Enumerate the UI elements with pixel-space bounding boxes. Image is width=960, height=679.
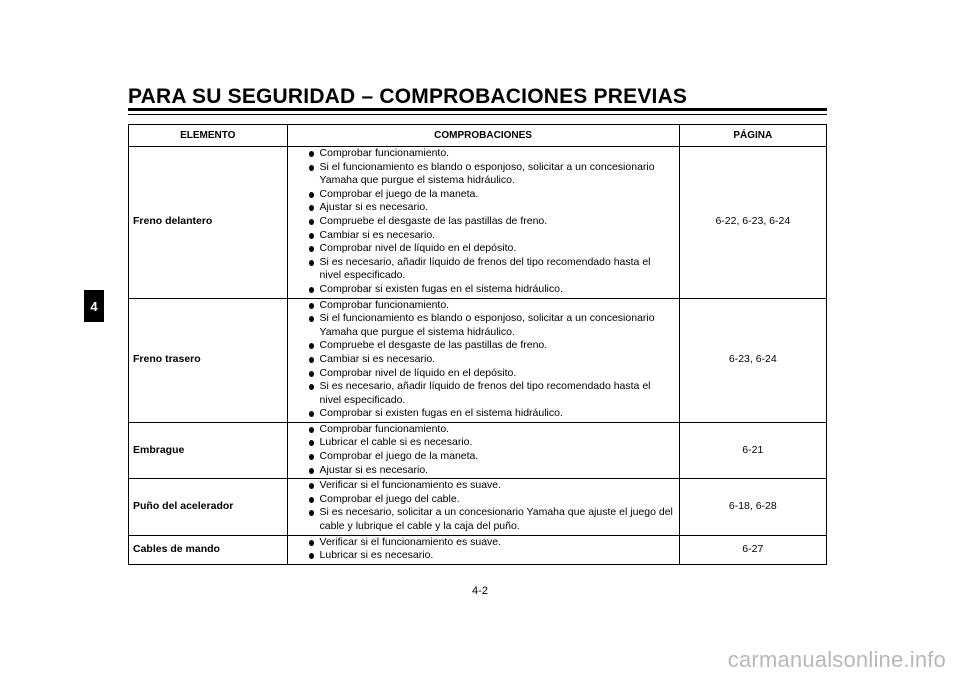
check-item: Lubricar si es necesario.	[288, 549, 675, 563]
check-item: Comprobar el juego de la maneta.	[288, 188, 675, 202]
check-item: Ajustar si es necesario.	[288, 201, 675, 215]
check-list	[288, 147, 675, 297]
check-item: Si el funcionamiento es blando o esponjoso, solicitar a un concesionario Yamaha que purgue el sistema hidráulico.	[288, 161, 675, 188]
check-item: Ajustar si es necesario.	[288, 464, 675, 478]
table-row	[129, 535, 827, 564]
table-row	[129, 298, 827, 422]
table-row	[129, 147, 827, 299]
row-checks-cell	[287, 535, 679, 564]
check-item: Compruebe el desgaste de las pastillas de freno.	[288, 215, 675, 229]
watermark: carmanualsonline.info	[727, 647, 946, 672]
check-item: Comprobar si existen fugas en el sistema hidráulico.	[288, 407, 675, 421]
check-item: Si es necesario, añadir líquido de frenos del tipo recomendado hasta el nivel especificado.	[288, 380, 675, 407]
row-element-name: Cables de mando	[129, 535, 288, 564]
check-list	[288, 536, 675, 563]
row-page-reference: 6-18, 6-28	[679, 479, 826, 535]
check-item: Verificar si el funcionamiento es suave.	[288, 479, 675, 493]
check-item: Lubricar el cable si es necesario.	[288, 436, 675, 450]
table-row	[129, 479, 827, 535]
check-item: Comprobar el juego de la maneta.	[288, 450, 675, 464]
check-list	[288, 299, 675, 421]
check-item: Comprobar funcionamiento.	[288, 299, 675, 313]
row-element-name: Freno delantero	[129, 147, 288, 299]
check-list	[288, 479, 675, 533]
row-page-reference: 6-21	[679, 422, 826, 478]
check-item: Comprobar funcionamiento.	[288, 147, 675, 161]
title-rule-thick	[128, 108, 827, 111]
row-page-reference: 6-27	[679, 535, 826, 564]
check-item: Comprobar nivel de líquido en el depósito.	[288, 367, 675, 381]
check-item: Compruebe el desgaste de las pastillas de freno.	[288, 339, 675, 353]
check-item: Si es necesario, añadir líquido de frenos del tipo recomendado hasta el nivel especificado.	[288, 256, 675, 283]
checks-table	[128, 124, 827, 565]
row-checks-cell	[287, 422, 679, 478]
row-page-reference: 6-23, 6-24	[679, 298, 826, 422]
row-checks-cell	[287, 147, 679, 299]
title-rule-thin	[128, 114, 827, 115]
row-checks-cell	[287, 298, 679, 422]
check-item: Si el funcionamiento es blando o esponjoso, solicitar a un concesionario Yamaha que purgue el sistema hidráulico.	[288, 312, 675, 339]
check-item: Comprobar si existen fugas en el sistema hidráulico.	[288, 283, 675, 297]
check-item: Comprobar funcionamiento.	[288, 423, 675, 437]
check-item: Si es necesario, solicitar a un concesionario Yamaha que ajuste el juego del cable y lubrique el cable y la caja del puño.	[288, 506, 675, 533]
column-header-element: ELEMENTO	[129, 125, 288, 147]
check-list	[288, 423, 675, 477]
table-header-row	[129, 125, 827, 147]
check-item: Comprobar nivel de líquido en el depósito.	[288, 242, 675, 256]
column-header-checks: COMPROBACIONES	[287, 125, 679, 147]
row-element-name: Puño del acelerador	[129, 479, 288, 535]
column-header-page: PÁGINA	[679, 125, 826, 147]
page-number: 4-2	[472, 585, 488, 597]
row-checks-cell	[287, 479, 679, 535]
row-page-reference: 6-22, 6-23, 6-24	[679, 147, 826, 299]
row-element-name: Freno trasero	[129, 298, 288, 422]
page-title: PARA SU SEGURIDAD – COMPROBACIONES PREVIAS	[128, 85, 688, 108]
chapter-tab: 4	[84, 290, 104, 322]
check-item: Comprobar el juego del cable.	[288, 493, 675, 507]
check-item: Cambiar si es necesario.	[288, 353, 675, 367]
check-item: Verificar si el funcionamiento es suave.	[288, 536, 675, 550]
table-row	[129, 422, 827, 478]
table-body	[129, 147, 827, 565]
check-item: Cambiar si es necesario.	[288, 229, 675, 243]
row-element-name: Embrague	[129, 422, 288, 478]
